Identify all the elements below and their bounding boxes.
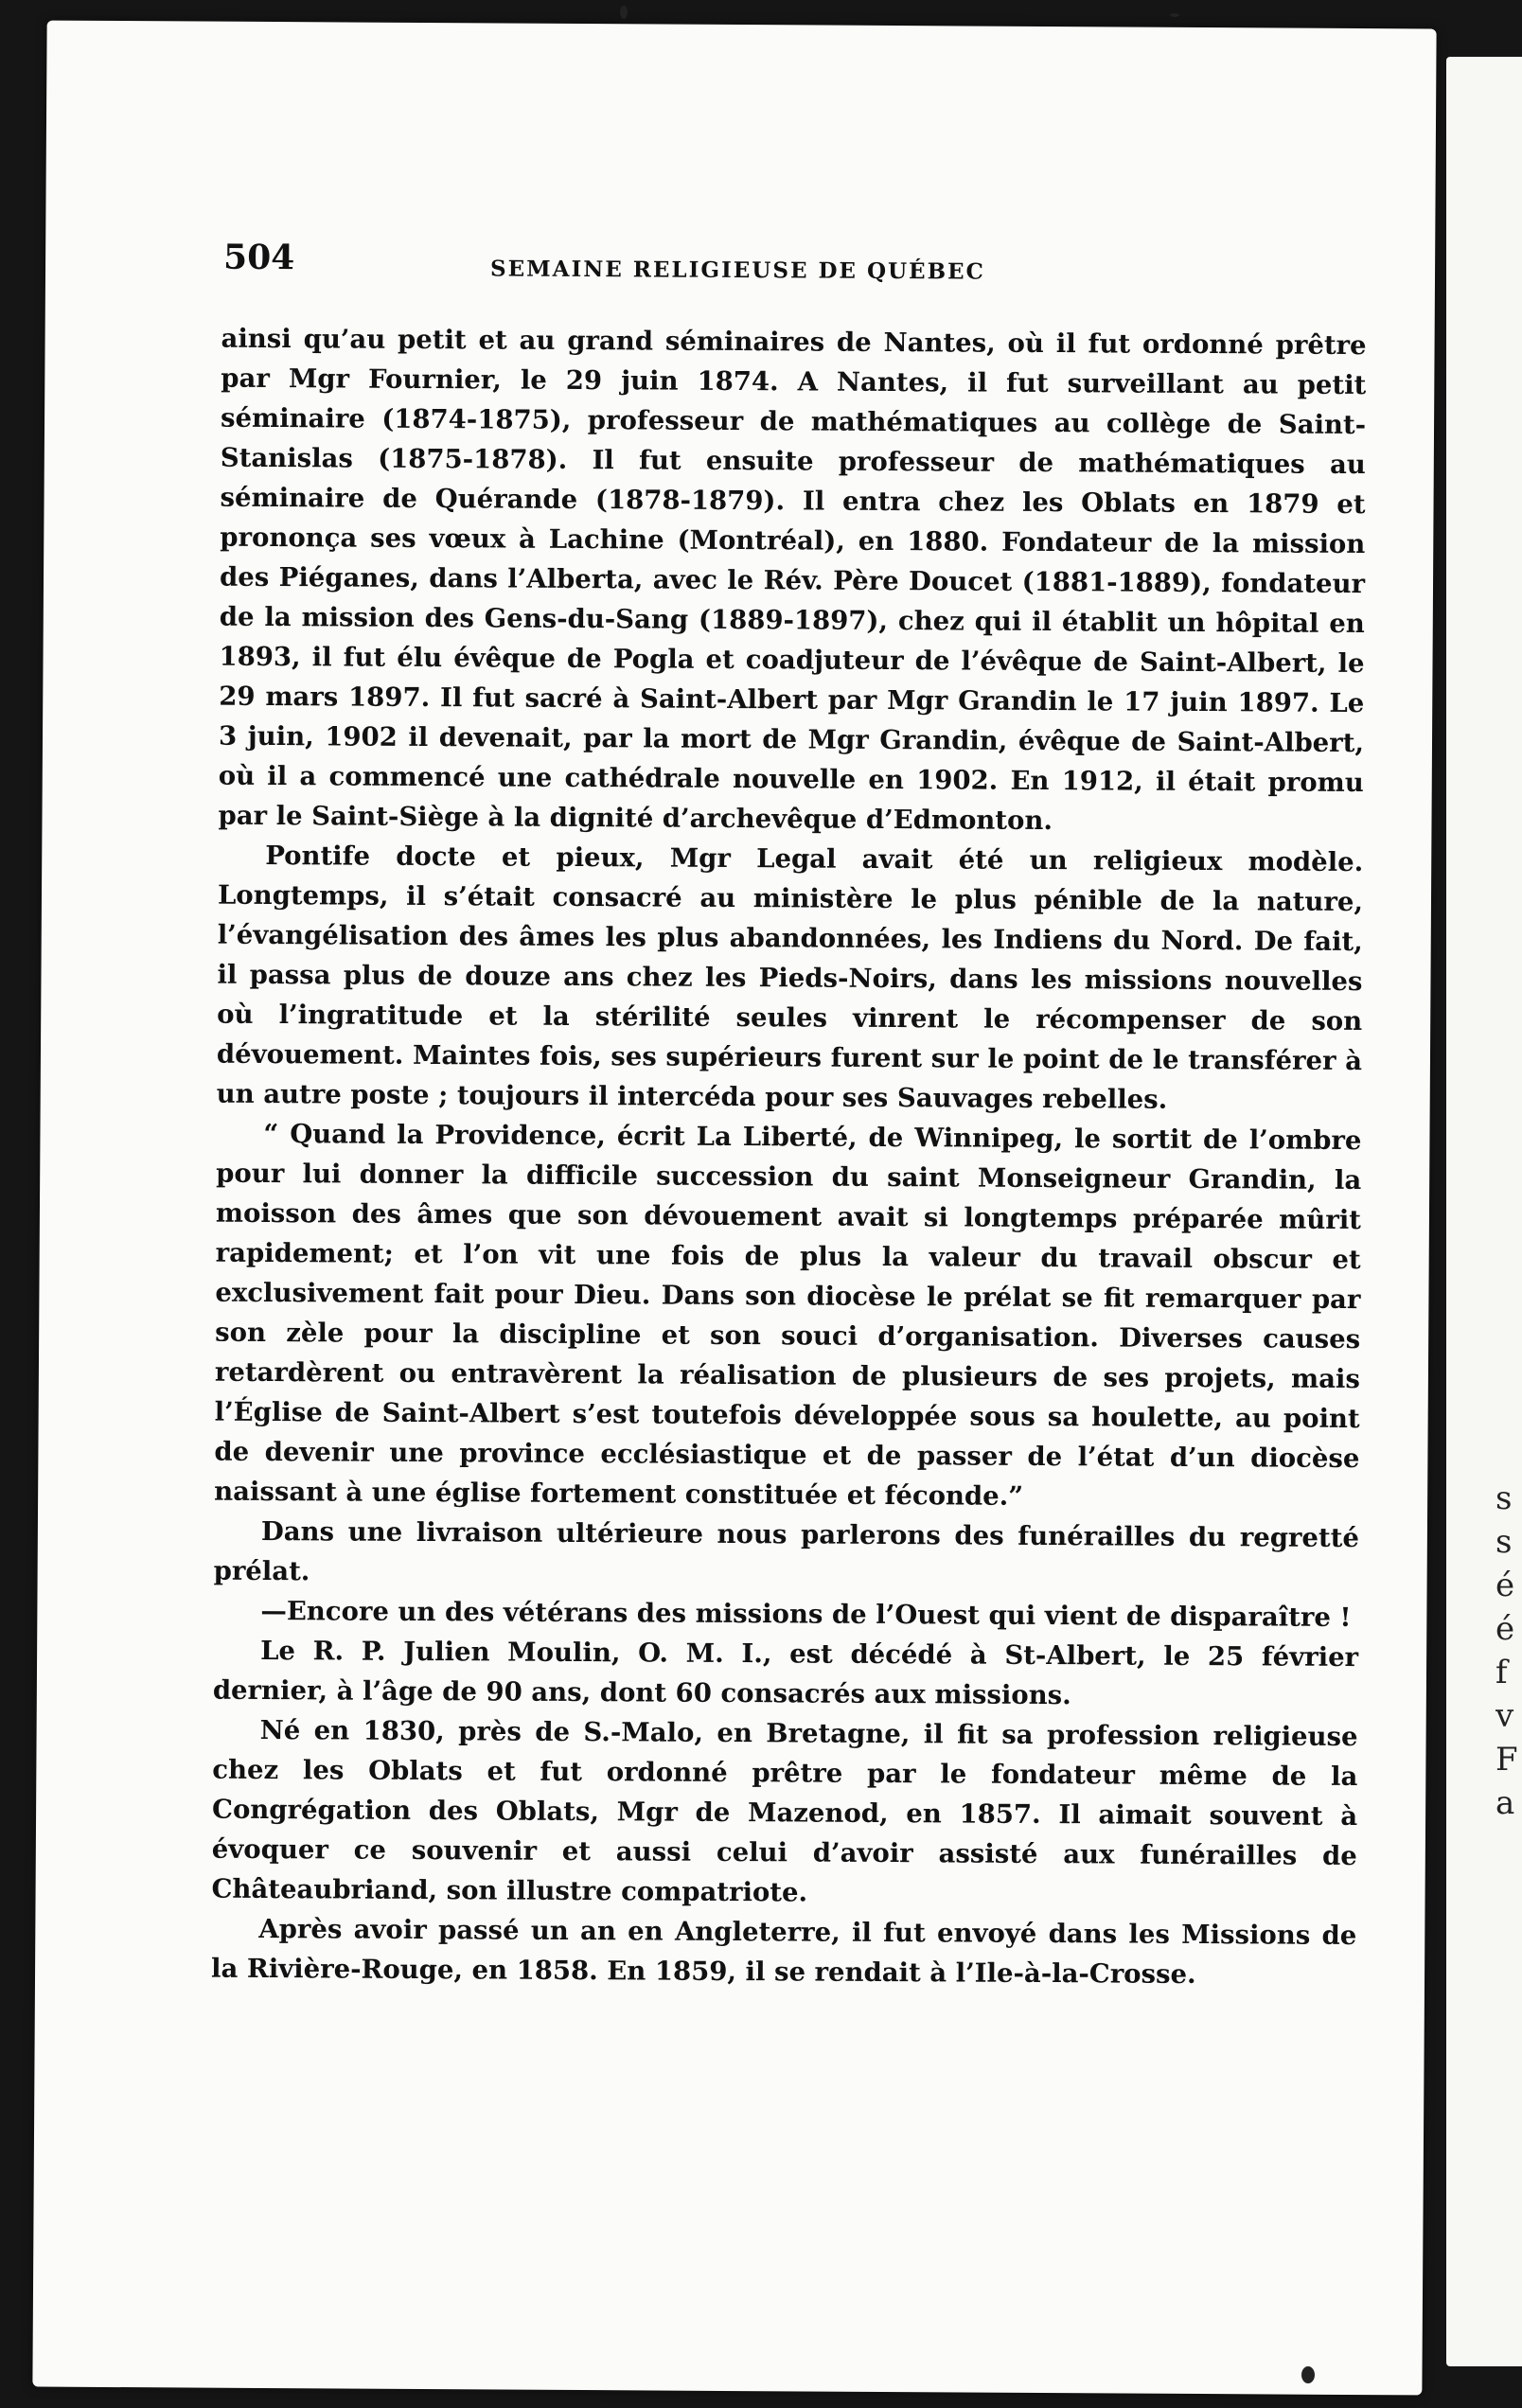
paragraph: Dans une livraison ultérieure nous parlerons des funérailles du regretté prélat. [213,1515,1359,1587]
body-text [211,319,1367,1995]
paragraph: Pontife docte et pieux, Mgr Legal avait été un religieux modèle. Longtemps, il s’était consacré au ministère le plus pénible de la nature, l’évangélisation des âmes les plus abandonnées, les Indiens du Nord. De fait, il passa plus de douze ans chez les Pieds-Noirs, dans les missions nouvelles où l’ingratitude et la stérilité seules vinrent le récompenser de son dévouement. Maintes fois, ses supérieurs furent sur le point de le transférer à un autre poste ; toujours il intercéda pour ses Sauvages rebelles. [216,840,1364,1115]
paragraph: ainsi qu’au petit et au grand séminaires de Nantes, où il fut ordonné prêtre par Mgr Fournier, le 29 juin 1874. A Nantes, il fut surveillant au petit séminaire (1874-1875), professeur de mathématiques au collège de Saint-Stanislas (1875-1878). Il fut ensuite professeur de mathématiques au séminaire de Quérande (1878-1879). Il entra chez les Oblats en 1879 et prononça ses vœux à Lachine (Montréal), en 1880. Fondateur de la mission des Piéganes, dans l’Alberta, avec le Rév. Père Doucet (1881-1889), fondateur de la mission des Gens-du-Sang (1889-1897), chez qui il établit un hôpital en 1893, il fut élu évêque de Pogla et coadjuteur de l’évêque de Saint-Albert, le 29 mars 1897. Il fut sacré à Saint-Albert par Mgr Grandin le 17 juin 1897. Le 3 juin, 1902 il devenait, par la mort de Mgr Grandin, évêque de Saint-Albert, où il a commencé une cathédrale nouvelle en 1902. En 1912, il était promu par le Saint-Siège à la dignité d’archevêque d’Edmonton. [218,323,1367,837]
paragraph: “ Quand la Providence, écrit La Liberté, de Winnipeg, le sortit de l’ombre pour lui donner la difficile succession du saint Monseigneur Grandin, la moisson des âmes que son dévouement avait si longtemps préparée mûrit rapidement; et l’on vit une fois de plus la valeur du travail obscur et exclusivement fait pour Dieu. Dans son diocèse le prélat se fit remarquer par son zèle pour la discipline et son souci d’organisation. Diverses causes retardèrent ou entravèrent la réalisation de plusieurs de ses projets, mais l’Église de Saint-Albert s’est toutefois développée sous sa houlette, au point de devenir une province ecclésiastique et de passer de l’état d’un diocèse naissant à une église fortement constituée et féconde.” [214,1118,1362,1512]
paragraph: —Encore un des vétérans des missions de l’Ouest qui vient de disparaître ! [260,1595,1352,1633]
scan-speck [620,6,628,19]
page-number: 504 [222,237,295,278]
running-head [223,238,1132,300]
scan-speck [1301,2366,1315,2383]
facing-page-fragment: s s é é f v F a [1495,1479,1518,1822]
scanned-page [32,21,1436,2396]
paragraph: Né en 1830, près de S.-Malo, en Bretagne, il fit sa profession religieuse chez les Oblats et fut ordonné prêtre par le fondateur même de la Congrégation des Oblats, Mgr de Mazenod, en 1857. Il aimait souvent à évoquer ce souvenir et aussi celui d’avoir assisté aux funérailles de Châteaubriand, son illustre compatriote. [211,1714,1358,1908]
paragraph: Après avoir passé un an en Angleterre, il fut envoyé dans les Missions de la Rivière-Rouge, en 1858. En 1859, il se rendait à l’Ile-à-la-Crosse. [210,1913,1357,1990]
paragraph: Le R. P. Julien Moulin, O. M. I., est décédé à St-Albert, le 25 février dernier, à l’âge de 90 ans, dont 60 consacrés aux missions. [212,1635,1359,1711]
facing-page-edge [1446,57,1522,2366]
running-title: SEMAINE RELIGIEUSE DE QUÉBEC [489,256,986,285]
scan-speck [1170,13,1179,17]
